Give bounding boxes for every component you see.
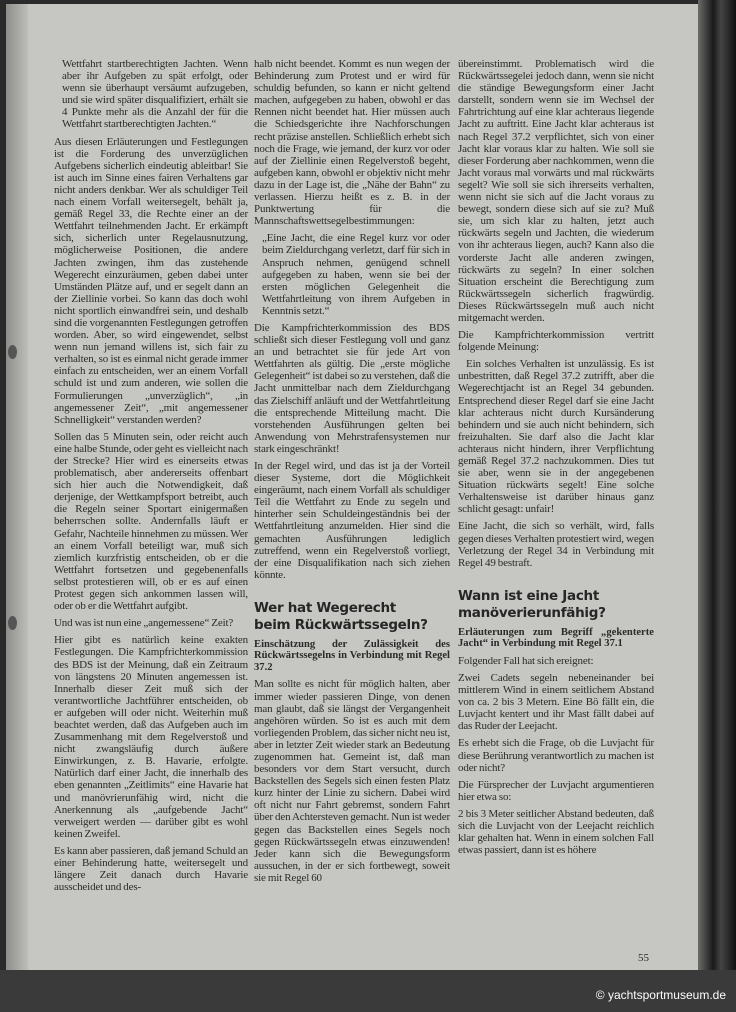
column-middle xyxy=(254,58,450,889)
paragraph: Und was ist nun eine „angemessene“ Zeit? xyxy=(54,617,234,630)
page-number: 55 xyxy=(638,952,649,964)
heading-line: manöverierunfähig? xyxy=(458,604,606,621)
watermark: © yachtsportmuseum.de xyxy=(595,988,726,1002)
paragraph: halb nicht beendet. Kommt es nun wegen der Behinderung zum Protest und er wird für schuldig befunden, so kann er nicht geltend machen, aufgegeben zu haben, obwohl er das Rennen nicht beendet hat. Hier müssen auch die Schiedsgerichte ihre Nachforschungen recht präzise anstellen. Schließlich erhebt sich noch die Frage, wie jemand, der kurz vor oder auf der Ziellinie einen Regelverstoß begeht, aufgeben kann, obwohl er objektiv nicht mehr dazu in der Lage ist, die „Nähe der Bahn“ zu verlassen. Hierzu heißt es z. B. in der Punktwertung für die Mannschaftswettsegelbestimmungen: xyxy=(254,58,450,228)
paragraph: Hier gibt es natürlich keine exakten Festlegungen. Die Kampfrichterkommission des BDS ist der Meinung, daß ein Zeitraum von längstens 20 Minuten angemessen ist. Innerhalb dieser Zeit muß sich der verantwortliche Jachtführer entscheiden, ob er aufgeben will oder nicht. Weiterhin muß beachtet werden, daß das Aufgeben auch im Zusammenhang mit dem Regelverstoß und nicht zwangsläufig durch äußere Einwirkungen, z. B. Havarie, erfolgte. Natürlich darf einer Jacht, die innerhalb des eben genannten „Zeitlimits“ eine Havarie hat und manövrierunfähig wird, nicht die Anerkennung als „aufgebende Jacht“ verweigert werden — darüber gibt es wohl keinen Zweifel. xyxy=(54,634,248,840)
paragraph: In der Regel wird, und das ist ja der Vorteil dieser Systeme, dort die Möglichkeit eingeräumt, nach einem Vorfall als schuldiger Teil die Wettfahrt zu Ende zu segeln und hinterher sein Schuldeingeständnis bei der Wettfahrtleitung anzumelden. Hier sind die gemachten Ausführungen lediglich zutreffend, wenn ein Regelverstoß vorliegt, der eine Disqualifikation nach sich ziehen könnte. xyxy=(254,460,450,581)
column-left xyxy=(54,58,248,898)
paragraph: übereinstimmt. Problematisch wird die Rückwärtssegelei jedoch dann, wenn sie nicht die ständige Bewegungsform einer Jacht darstellt, sondern wenn sie im Wechsel der Fahrtrichtung auf eine klar achteraus liegende Jacht zu auftritt. Eine Jacht klar achteraus ist nach Regel 37.2 verpflichtet, sich von einer Jacht klar voraus klar zu halten. Wie soll sie dieser Forderung aber nachkommen, wenn die Jacht voraus mal vorwärts und mal rückwärts segelt? Wie soll sie sich ihrerseits verhalten, wenn nicht sie sich auf die Jacht voraus zu bewegt, sondern diese sich auf sie zu? Muß sie, um sich klar zu halten, jetzt auch rückwärts segeln und Jachten, die wiederum von ihr achteraus liegen, auch? Kann also die vorderste Jacht alle anderen zwingen, rückwärts zu segeln? In einer solchen Situation erscheint die Berechtigung zum Rückwärtssegeln sicherlich fragwürdig. Dieses Rückwärtssegeln muß auch nicht mitgemacht werden. xyxy=(458,58,654,324)
paragraph: Sollen das 5 Minuten sein, oder reicht auch eine halbe Stunde, oder geht es vielleicht nach der Strecke? Hier wird es einerseits etwas problematisch, aber andererseits offenbart sich hier auch die Notwendigkeit, daß derjenige, der Wettkampfsport betreibt, auch die Regeln seiner Sportart einigermaßen beherrschen sollte. Andernfalls läuft er Gefahr, Nachteile hinnehmen zu müssen. Wer an einem Vorfall beteiligt war, muß sich ziemlich kurzfristig entscheiden, ob er die Wettfahrt fortsetzen und gegebenenfalls selbst protestieren will, ob er es auf einen Protest gegen sich ankommen lassen will, oder ob er die Wettfahrt aufgibt. xyxy=(54,430,248,613)
heading-line: Wann ist eine Jacht xyxy=(458,587,600,604)
punch-hole-icon xyxy=(8,345,17,359)
paragraph: Es erhebt sich die Frage, ob die Luvjacht für diese Berührung verantwortlich zu machen ist oder nicht? xyxy=(458,737,654,774)
paragraph: Die Kampfrichterkommission vertritt folgende Meinung: xyxy=(458,329,654,354)
paragraph: Die Kampfrichterkommission des BDS schließt sich dieser Festlegung voll und ganz an und betrachtet sie für jede Art von Wettfahrten als gültig. Die „erste mögliche Gelegenheit“ ist dabei so zu verstehen, daß die Jacht unmittelbar nach dem Zieldurchgang das Zielschiff anläuft und der Wettfahrtleitung die entsprechende Mitteilung macht. Die vorstehenden Ausführungen gelten bei Anwendung von Mehrstrafensystemen nur stark eingeschränkt! xyxy=(254,321,450,455)
paragraph: 2 bis 3 Meter seitlicher Abstand bedeuten, daß sich die Luvjacht von der Leejacht reichlich klar gehalten hat. Wenn in einem solchen Fall etwas passiert, dann ist es höhere xyxy=(458,807,654,857)
paragraph: Es kann aber passieren, daß jemand Schuld an einer Behinderung hatte, weitersegelt und längere Zeit danach durch Havarie ausscheidet und des- xyxy=(54,844,248,894)
paragraph: Ein solches Verhalten ist unzulässig. Es ist unbestritten, daß Regel 37.2 zutrifft, aber die Wegerechtjacht ist an Regel 34 gebunden. Entsprechend dieser Regel darf sie eine Jacht klar achteraus nicht durch Kursänderung behindern und sie auch nicht behindern, sich freizuhalten. Sie darf also die Jacht klar achteraus nicht hindern, ihrer Verpflichtung gemäß Regel 37.2 nachzukommen. Dies tut sie aber, wenn sie in der angegebenen Situation rückwärts segelt! Eine solche Verhaltensweise ist darüber hinaus ganz schlicht gesagt: unfair! xyxy=(458,358,654,516)
article-heading xyxy=(254,600,450,634)
paragraph: Eine Jacht, die sich so verhält, wird, falls gegen dieses Verhalten protestiert wird, wegen Verletzung der Regel 34 in Verbindung mit Regel 49 bestraft. xyxy=(458,520,654,569)
paragraph: Die Fürsprecher der Luvjacht argumentieren hier etwa so: xyxy=(458,778,654,803)
book-edge xyxy=(698,0,736,1012)
article-heading xyxy=(458,588,654,622)
punch-hole-icon xyxy=(8,616,17,630)
article-subheading: Erläuterungen zum Begriff „gekenterte Jacht“ in Verbindung mit Regel 37.1 xyxy=(458,626,654,650)
page-gutter-shadow xyxy=(6,4,28,970)
column-right xyxy=(458,58,654,861)
paragraph: Wettfahrt startberechtigten Jachten. Wenn aber ihr Aufgeben zu spät erfolgt, oder wenn sie überhaupt versäumt aufzugeben, und sie wird später disqualifiziert, erhält sie 4 Punkte mehr als die Anzahl der für die Wettfahrt startberechtigten Jachten.“ xyxy=(62,58,248,131)
paragraph: Folgender Fall hat sich ereignet: xyxy=(458,654,594,667)
block-quote: „Eine Jacht, die eine Regel kurz vor oder beim Zieldurchgang verletzt, darf für sich in Anspruch nehmen, genügend schnell aufgegeben zu haben, wenn sie bei der ersten möglichen Gelegenheit die Wettfahrtleitung von ihrem Aufgeben in Kenntnis setzt.“ xyxy=(262,232,450,317)
paragraph: Man sollte es nicht für möglich halten, aber immer wieder passieren Dinge, von denen man glaubt, daß sie längst der Vergangenheit angehören würden. So ist es auch mit dem vorliegenden Problem, das sicher nicht neu ist, aber in letzter Zeit wieder stark an Bedeutung zugenommen hat. Gemeint ist, daß man besonders vor dem Start versucht, durch Backstellen des Segels sich einen festen Platz kurz hinter der Linie zu sichern. Dabei wird oft nicht nur Fahrt gebremst, sondern Fahrt über den Achtersteven gemacht. Nun ist weder gegen das Backstellen eines Segels noch gegen Rückwärtssegeln etwas einzuwenden! Jeder kann sich die Bewegungsform aussuchen, in der er sich fortbewegt, soweit sie mit Regel 60 xyxy=(254,678,450,884)
heading-line: beim Rückwärtssegeln? xyxy=(254,616,428,633)
article-subheading: Einschätzung der Zulässigkeit des Rückwärtssegelns in Verbindung mit Regel 37.2 xyxy=(254,638,450,673)
paragraph: Aus diesen Erläuterungen und Festlegungen ist die Forderung des unverzüglichen Aufgebens sicherlich eindeutig ableitbar! Sie ist auch im Sinne eines fairen Verhaltens gar nicht anders denkbar. Wer als schuldiger Teil nach einem Vorfall weitersegelt, behält ja, gemäß Regel 33, die Rechte einer an der Wettfahrt teilnehmenden Jacht. Er erkämpft sich, sicherlich unter Regelausnutzung, möglicherweise Positionen, die andere Jachten zwingen, ihm das zustehende Wegerecht einzuräumen, geben dabei unter Umständen Plätze auf, und er segelt dann an der Ziellinie vorbei. So kann das doch wohl nicht sportlich einwandfrei sein, und deshalb sind die vorgenannten Festlegungen getroffen worden. Aber, so wird eingewendet, selbst wenn nun jemand willens ist, sich fair zu verhalten, so ist es einmal nicht gerade immer einfach zu entscheiden, wer an einem Vorfall schuld ist und zum anderen, wie sollen die Formulierungen „unverzüglich“, „in angemessener Zeit“, „mit angemessener Schnelligkeit“ verstanden werden? xyxy=(54,135,248,426)
heading-line: Wer hat Wegerecht xyxy=(254,599,396,616)
paragraph: Zwei Cadets segeln nebeneinander bei mittlerem Wind in einem seitlichem Abstand von ca. 2 bis 3 Metern. Eine Bö fällt ein, die Luvjacht kentert und ihr Mast fällt dabei auf das Ruder der Leejacht. xyxy=(458,671,654,733)
